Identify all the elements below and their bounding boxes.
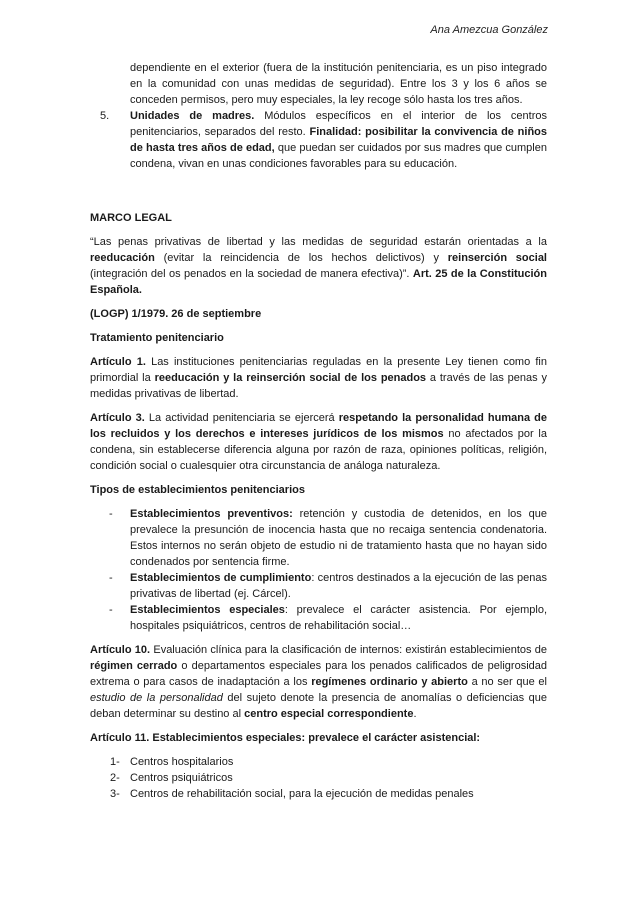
logp-heading	[90, 306, 547, 322]
list-number: 5.	[100, 110, 110, 122]
article-text: Evaluación clínica para la clasificación de internos: existirán establecimientos de	[150, 644, 547, 656]
dash-marker: -	[109, 572, 113, 584]
article-bold: centro especial correspondiente	[244, 708, 414, 720]
item-text: : centros destinados a la ejecución de las penas privativas de libertad (ej. Cárcel).	[130, 572, 547, 600]
item-number: 3-	[110, 788, 120, 800]
item-text: Módulos específicos en el interior de los centros penitenciarios, separados del resto.	[130, 110, 548, 138]
heading-text: MARCO LEGAL	[90, 212, 172, 224]
heading-text: (LOGP) 1/1979. 26 de septiembre	[90, 308, 262, 320]
article-11-heading	[90, 730, 547, 746]
section-heading-marco-legal	[90, 210, 547, 226]
article-3	[90, 410, 547, 474]
item-number: 1-	[110, 756, 120, 768]
article-text: a no ser que el	[467, 676, 547, 688]
article-label: Artículo 3.	[90, 412, 145, 424]
article-text: o departamentos especiales para los penados calificados de peligrosidad extrema o para casos de inadaptación a los	[90, 660, 547, 688]
article-bold: regímenes ordinario y abierto	[311, 676, 468, 688]
article-text: del sujeto denote la presencia de anomalías o deficiencias que deban determinar su destino al	[90, 692, 547, 720]
article-text: La actividad penitenciaria se ejercerá	[144, 412, 339, 424]
page-header-author: Ana Amezcua González	[430, 24, 548, 36]
document-body	[90, 60, 547, 802]
continued-paragraph	[90, 60, 547, 108]
heading-text: Tratamiento penitenciario	[90, 332, 224, 344]
article-bold: régimen cerrado	[90, 660, 178, 672]
dash-marker: -	[109, 604, 113, 616]
article-text: .	[413, 708, 417, 720]
quote-source: Art. 25 de la Constitución Española.	[90, 268, 547, 296]
item-text: Centros hospitalarios	[130, 756, 234, 768]
item-bold: Establecimientos de cumplimiento	[130, 572, 312, 584]
article-label: Artículo 10.	[90, 644, 151, 656]
quote-text: “Las penas privativas de libertad y las medidas de seguridad estarán orientadas a la	[90, 236, 547, 248]
article-text: no afectados por la condena, sin establecerse diferencia alguna por razón de raza, opiniones políticas, religión, condición social o cualesquier otra circunstancia de análoga naturaleza.	[90, 428, 547, 472]
heading-text: Artículo 11. Establecimientos especiales: prevalece el carácter asistencial:	[90, 732, 481, 744]
heading-text: Tipos de establecimientos penitenciarios	[90, 484, 305, 496]
numbered-item	[90, 754, 547, 770]
article-1	[90, 354, 547, 402]
tipos-heading	[90, 482, 547, 498]
tratamiento-heading	[90, 330, 547, 346]
dash-item	[90, 506, 547, 570]
item-title: Unidades de madres.	[130, 110, 255, 122]
dash-item	[90, 570, 547, 602]
item-text: retención y custodia de detenidos, en los que prevalece la presunción de inocencia hasta que no recaiga sentencia condenatoria. Estos internos no serán objeto de estudio ni de tratamiento hasta que no hayan sido condenados por sentencia firme.	[130, 508, 547, 568]
item-text: : prevalece el carácter asistencia. Por ejemplo, hospitales psiquiátricos, centros de rehabilitación social…	[130, 604, 547, 632]
item-bold: Establecimientos preventivos:	[130, 508, 293, 520]
quote-text: (integración del os penados en la sociedad de manera efectiva)”.	[90, 268, 413, 280]
item-text-end: que puedan ser cuidados por sus madres que cumplen condena, vivan en unas condiciones favorables para su educación.	[130, 142, 547, 170]
dash-marker: -	[109, 508, 113, 520]
numbered-item	[90, 770, 547, 786]
article-bold: reeducación y la reinserción social de los penados	[154, 372, 427, 384]
article-italic: estudio de la personalidad	[90, 692, 223, 704]
article-text: a través de las penas y medidas privativas de libertad.	[90, 372, 548, 400]
article-10	[90, 642, 547, 722]
item-bold-text: Finalidad: posibilitar la convivencia de niños de hasta tres años de edad,	[130, 126, 548, 154]
quote-bold: reeducación	[90, 252, 155, 264]
item-bold: Establecimientos especiales	[130, 604, 285, 616]
article-text: Las instituciones penitenciarias reguladas en la presente Ley tienen como fin primordial la	[90, 356, 547, 384]
numbered-item	[90, 786, 547, 802]
constitution-quote	[90, 234, 547, 298]
item-text: Centros psiquiátricos	[130, 772, 233, 784]
item-number: 2-	[110, 772, 120, 784]
list-item-5	[90, 108, 547, 172]
article-label: Artículo 1.	[90, 356, 146, 368]
quote-text: (evitar la reincidencia de los hechos delictivos) y	[154, 252, 448, 264]
article-bold: respetando la personalidad humana de los recluidos y los derechos e intereses jurídicos de los mismos	[90, 412, 547, 440]
item-text: Centros de rehabilitación social, para la ejecución de medidas penales	[130, 788, 474, 800]
continued-text: dependiente en el exterior (fuera de la institución penitenciaria, es un piso integrado en la comunidad con unas medidas de seguridad). Entre los 3 y los 6 años se conceden permisos, pero muy especiales, la ley recoge sólo hasta los tres años.	[130, 62, 547, 106]
quote-bold: reinserción social	[447, 252, 547, 264]
dash-item	[90, 602, 547, 634]
